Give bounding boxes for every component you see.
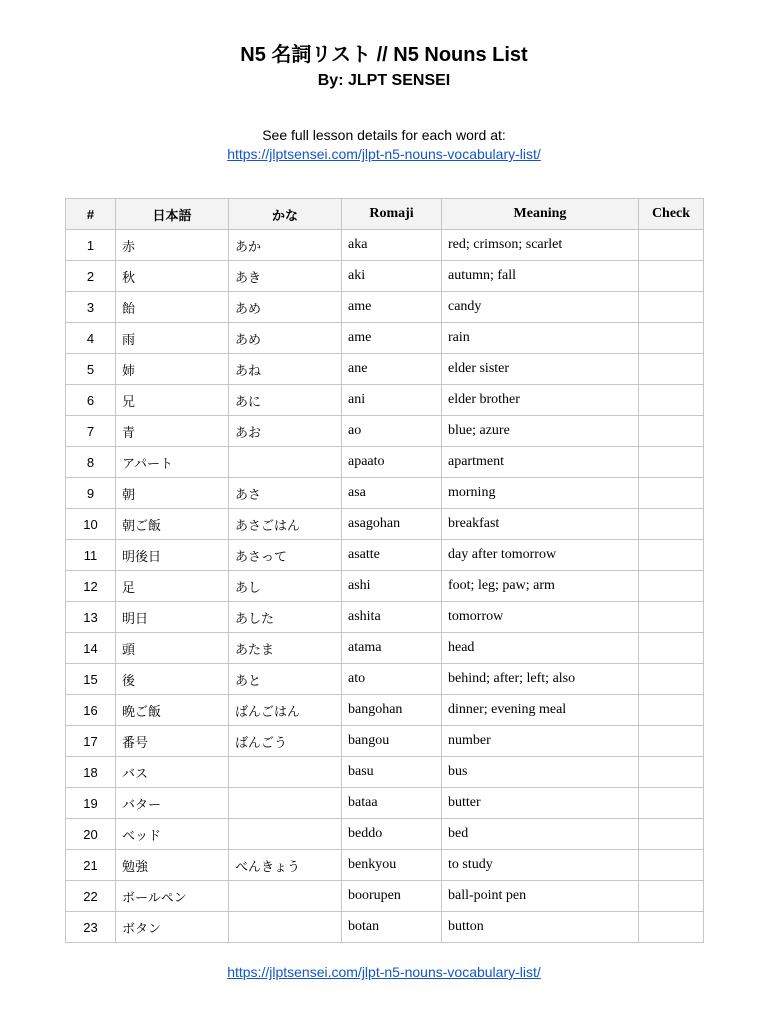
table-row bbox=[66, 695, 704, 726]
cell-kana: あき bbox=[229, 261, 342, 292]
cell-romaji: apaato bbox=[342, 447, 442, 478]
cell-check[interactable] bbox=[639, 292, 704, 323]
cell-number: 7 bbox=[66, 416, 116, 447]
cell-romaji: benkyou bbox=[342, 850, 442, 881]
table-row bbox=[66, 261, 704, 292]
table-row bbox=[66, 230, 704, 261]
cell-kana bbox=[229, 447, 342, 478]
cell-kana: あめ bbox=[229, 292, 342, 323]
footer-link-container bbox=[0, 963, 768, 981]
table-row bbox=[66, 447, 704, 478]
cell-check[interactable] bbox=[639, 664, 704, 695]
cell-romaji: asagohan bbox=[342, 509, 442, 540]
cell-japanese: 後 bbox=[116, 664, 229, 695]
table-row bbox=[66, 509, 704, 540]
cell-number: 4 bbox=[66, 323, 116, 354]
cell-meaning: red; crimson; scarlet bbox=[442, 230, 639, 261]
page-title: N5 名詞リスト // N5 Nouns List bbox=[240, 44, 528, 66]
table-row bbox=[66, 633, 704, 664]
cell-check[interactable] bbox=[639, 850, 704, 881]
table-row bbox=[66, 664, 704, 695]
table-row bbox=[66, 912, 704, 943]
cell-check[interactable] bbox=[639, 757, 704, 788]
cell-kana bbox=[229, 881, 342, 912]
cell-meaning: foot; leg; paw; arm bbox=[442, 571, 639, 602]
table-row bbox=[66, 385, 704, 416]
cell-meaning: blue; azure bbox=[442, 416, 639, 447]
cell-check[interactable] bbox=[639, 881, 704, 912]
cell-number: 15 bbox=[66, 664, 116, 695]
cell-kana: ばんごはん bbox=[229, 695, 342, 726]
cell-meaning: elder brother bbox=[442, 385, 639, 416]
cell-romaji: ame bbox=[342, 323, 442, 354]
cell-japanese: 青 bbox=[116, 416, 229, 447]
cell-kana: あさごはん bbox=[229, 509, 342, 540]
cell-meaning: elder sister bbox=[442, 354, 639, 385]
table-row bbox=[66, 540, 704, 571]
cell-meaning: candy bbox=[442, 292, 639, 323]
cell-number: 1 bbox=[66, 230, 116, 261]
table-row bbox=[66, 416, 704, 447]
column-header-meaning: Meaning bbox=[442, 199, 639, 230]
cell-japanese: 足 bbox=[116, 571, 229, 602]
cell-japanese: 姉 bbox=[116, 354, 229, 385]
cell-romaji: ani bbox=[342, 385, 442, 416]
cell-romaji: aki bbox=[342, 261, 442, 292]
table-row bbox=[66, 478, 704, 509]
cell-meaning: to study bbox=[442, 850, 639, 881]
table-row bbox=[66, 292, 704, 323]
cell-japanese: 朝 bbox=[116, 478, 229, 509]
column-header-romaji: Romaji bbox=[342, 199, 442, 230]
cell-kana bbox=[229, 819, 342, 850]
cell-number: 6 bbox=[66, 385, 116, 416]
cell-number: 20 bbox=[66, 819, 116, 850]
cell-kana: あか bbox=[229, 230, 342, 261]
table-row bbox=[66, 571, 704, 602]
intro-text: See full lesson details for each word at: bbox=[262, 127, 506, 143]
cell-check[interactable] bbox=[639, 230, 704, 261]
cell-meaning: tomorrow bbox=[442, 602, 639, 633]
cell-meaning: day after tomorrow bbox=[442, 540, 639, 571]
table-header-row bbox=[66, 199, 704, 230]
cell-meaning: bed bbox=[442, 819, 639, 850]
cell-number: 9 bbox=[66, 478, 116, 509]
cell-number: 23 bbox=[66, 912, 116, 943]
cell-romaji: bangohan bbox=[342, 695, 442, 726]
cell-kana: べんきょう bbox=[229, 850, 342, 881]
cell-romaji: basu bbox=[342, 757, 442, 788]
cell-number: 12 bbox=[66, 571, 116, 602]
cell-japanese: 赤 bbox=[116, 230, 229, 261]
cell-number: 19 bbox=[66, 788, 116, 819]
cell-japanese: ボールペン bbox=[116, 881, 229, 912]
cell-romaji: atama bbox=[342, 633, 442, 664]
lesson-link-top[interactable]: https://jlptsensei.com/jlpt-n5-nouns-vocabulary-list/ bbox=[227, 146, 541, 162]
cell-kana: あに bbox=[229, 385, 342, 416]
cell-check[interactable] bbox=[639, 571, 704, 602]
cell-number: 21 bbox=[66, 850, 116, 881]
cell-check[interactable] bbox=[639, 323, 704, 354]
table-row bbox=[66, 602, 704, 633]
cell-kana: あさ bbox=[229, 478, 342, 509]
cell-meaning: head bbox=[442, 633, 639, 664]
cell-meaning: dinner; evening meal bbox=[442, 695, 639, 726]
cell-romaji: beddo bbox=[342, 819, 442, 850]
cell-check[interactable] bbox=[639, 354, 704, 385]
cell-number: 3 bbox=[66, 292, 116, 323]
cell-romaji: asatte bbox=[342, 540, 442, 571]
column-header-check: Check bbox=[639, 199, 704, 230]
cell-check[interactable] bbox=[639, 819, 704, 850]
cell-japanese: 勉強 bbox=[116, 850, 229, 881]
table-row bbox=[66, 757, 704, 788]
vocab-table bbox=[65, 198, 704, 943]
cell-number: 11 bbox=[66, 540, 116, 571]
cell-number: 17 bbox=[66, 726, 116, 757]
vocab-table-body bbox=[66, 230, 704, 943]
cell-check[interactable] bbox=[639, 385, 704, 416]
cell-kana: あたま bbox=[229, 633, 342, 664]
cell-meaning: button bbox=[442, 912, 639, 943]
cell-japanese: 秋 bbox=[116, 261, 229, 292]
column-header-japanese: 日本語 bbox=[116, 199, 229, 230]
cell-meaning: rain bbox=[442, 323, 639, 354]
lesson-link-container bbox=[0, 145, 768, 163]
cell-romaji: asa bbox=[342, 478, 442, 509]
cell-check[interactable] bbox=[639, 261, 704, 292]
cell-check[interactable] bbox=[639, 788, 704, 819]
cell-number: 18 bbox=[66, 757, 116, 788]
cell-check[interactable] bbox=[639, 912, 704, 943]
cell-romaji: ao bbox=[342, 416, 442, 447]
cell-meaning: behind; after; left; also bbox=[442, 664, 639, 695]
cell-number: 14 bbox=[66, 633, 116, 664]
cell-japanese: 飴 bbox=[116, 292, 229, 323]
cell-japanese: バス bbox=[116, 757, 229, 788]
cell-kana: あね bbox=[229, 354, 342, 385]
lesson-link-bottom[interactable]: https://jlptsensei.com/jlpt-n5-nouns-vocabulary-list/ bbox=[227, 964, 541, 980]
cell-romaji: ane bbox=[342, 354, 442, 385]
cell-meaning: bus bbox=[442, 757, 639, 788]
cell-check[interactable] bbox=[639, 602, 704, 633]
table-row bbox=[66, 819, 704, 850]
cell-check[interactable] bbox=[639, 540, 704, 571]
table-row bbox=[66, 788, 704, 819]
cell-number: 5 bbox=[66, 354, 116, 385]
cell-number: 22 bbox=[66, 881, 116, 912]
cell-kana: あした bbox=[229, 602, 342, 633]
table-row bbox=[66, 726, 704, 757]
cell-romaji: bangou bbox=[342, 726, 442, 757]
cell-japanese: 兄 bbox=[116, 385, 229, 416]
cell-check[interactable] bbox=[639, 416, 704, 447]
cell-kana: ばんごう bbox=[229, 726, 342, 757]
cell-check[interactable] bbox=[639, 633, 704, 664]
cell-romaji: ame bbox=[342, 292, 442, 323]
cell-romaji: boorupen bbox=[342, 881, 442, 912]
column-header-number: # bbox=[66, 199, 116, 230]
cell-japanese: 明後日 bbox=[116, 540, 229, 571]
cell-kana: あめ bbox=[229, 323, 342, 354]
cell-check[interactable] bbox=[639, 447, 704, 478]
cell-romaji: bataa bbox=[342, 788, 442, 819]
cell-meaning: morning bbox=[442, 478, 639, 509]
cell-kana: あと bbox=[229, 664, 342, 695]
table-row bbox=[66, 323, 704, 354]
cell-number: 13 bbox=[66, 602, 116, 633]
cell-number: 2 bbox=[66, 261, 116, 292]
cell-japanese: 明日 bbox=[116, 602, 229, 633]
table-row bbox=[66, 850, 704, 881]
cell-romaji: ato bbox=[342, 664, 442, 695]
cell-number: 10 bbox=[66, 509, 116, 540]
cell-meaning: butter bbox=[442, 788, 639, 819]
cell-number: 8 bbox=[66, 447, 116, 478]
cell-japanese: ボタン bbox=[116, 912, 229, 943]
cell-kana: あお bbox=[229, 416, 342, 447]
cell-japanese: アパート bbox=[116, 447, 229, 478]
cell-check[interactable] bbox=[639, 695, 704, 726]
cell-romaji: ashi bbox=[342, 571, 442, 602]
cell-kana: あし bbox=[229, 571, 342, 602]
page-subtitle: By: JLPT SENSEI bbox=[317, 72, 451, 89]
cell-meaning: autumn; fall bbox=[442, 261, 639, 292]
cell-meaning: breakfast bbox=[442, 509, 639, 540]
cell-meaning: apartment bbox=[442, 447, 639, 478]
cell-kana bbox=[229, 757, 342, 788]
cell-kana bbox=[229, 912, 342, 943]
table-row bbox=[66, 354, 704, 385]
cell-romaji: aka bbox=[342, 230, 442, 261]
cell-japanese: バター bbox=[116, 788, 229, 819]
cell-japanese: 雨 bbox=[116, 323, 229, 354]
cell-japanese: 晩ご飯 bbox=[116, 695, 229, 726]
cell-romaji: botan bbox=[342, 912, 442, 943]
column-header-kana: かな bbox=[229, 199, 342, 230]
cell-japanese: 朝ご飯 bbox=[116, 509, 229, 540]
cell-number: 16 bbox=[66, 695, 116, 726]
cell-kana: あさって bbox=[229, 540, 342, 571]
cell-check[interactable] bbox=[639, 726, 704, 757]
table-row bbox=[66, 881, 704, 912]
cell-japanese: ベッド bbox=[116, 819, 229, 850]
cell-check[interactable] bbox=[639, 509, 704, 540]
cell-meaning: number bbox=[442, 726, 639, 757]
cell-check[interactable] bbox=[639, 478, 704, 509]
cell-meaning: ball-point pen bbox=[442, 881, 639, 912]
cell-romaji: ashita bbox=[342, 602, 442, 633]
cell-japanese: 番号 bbox=[116, 726, 229, 757]
cell-kana bbox=[229, 788, 342, 819]
cell-japanese: 頭 bbox=[116, 633, 229, 664]
